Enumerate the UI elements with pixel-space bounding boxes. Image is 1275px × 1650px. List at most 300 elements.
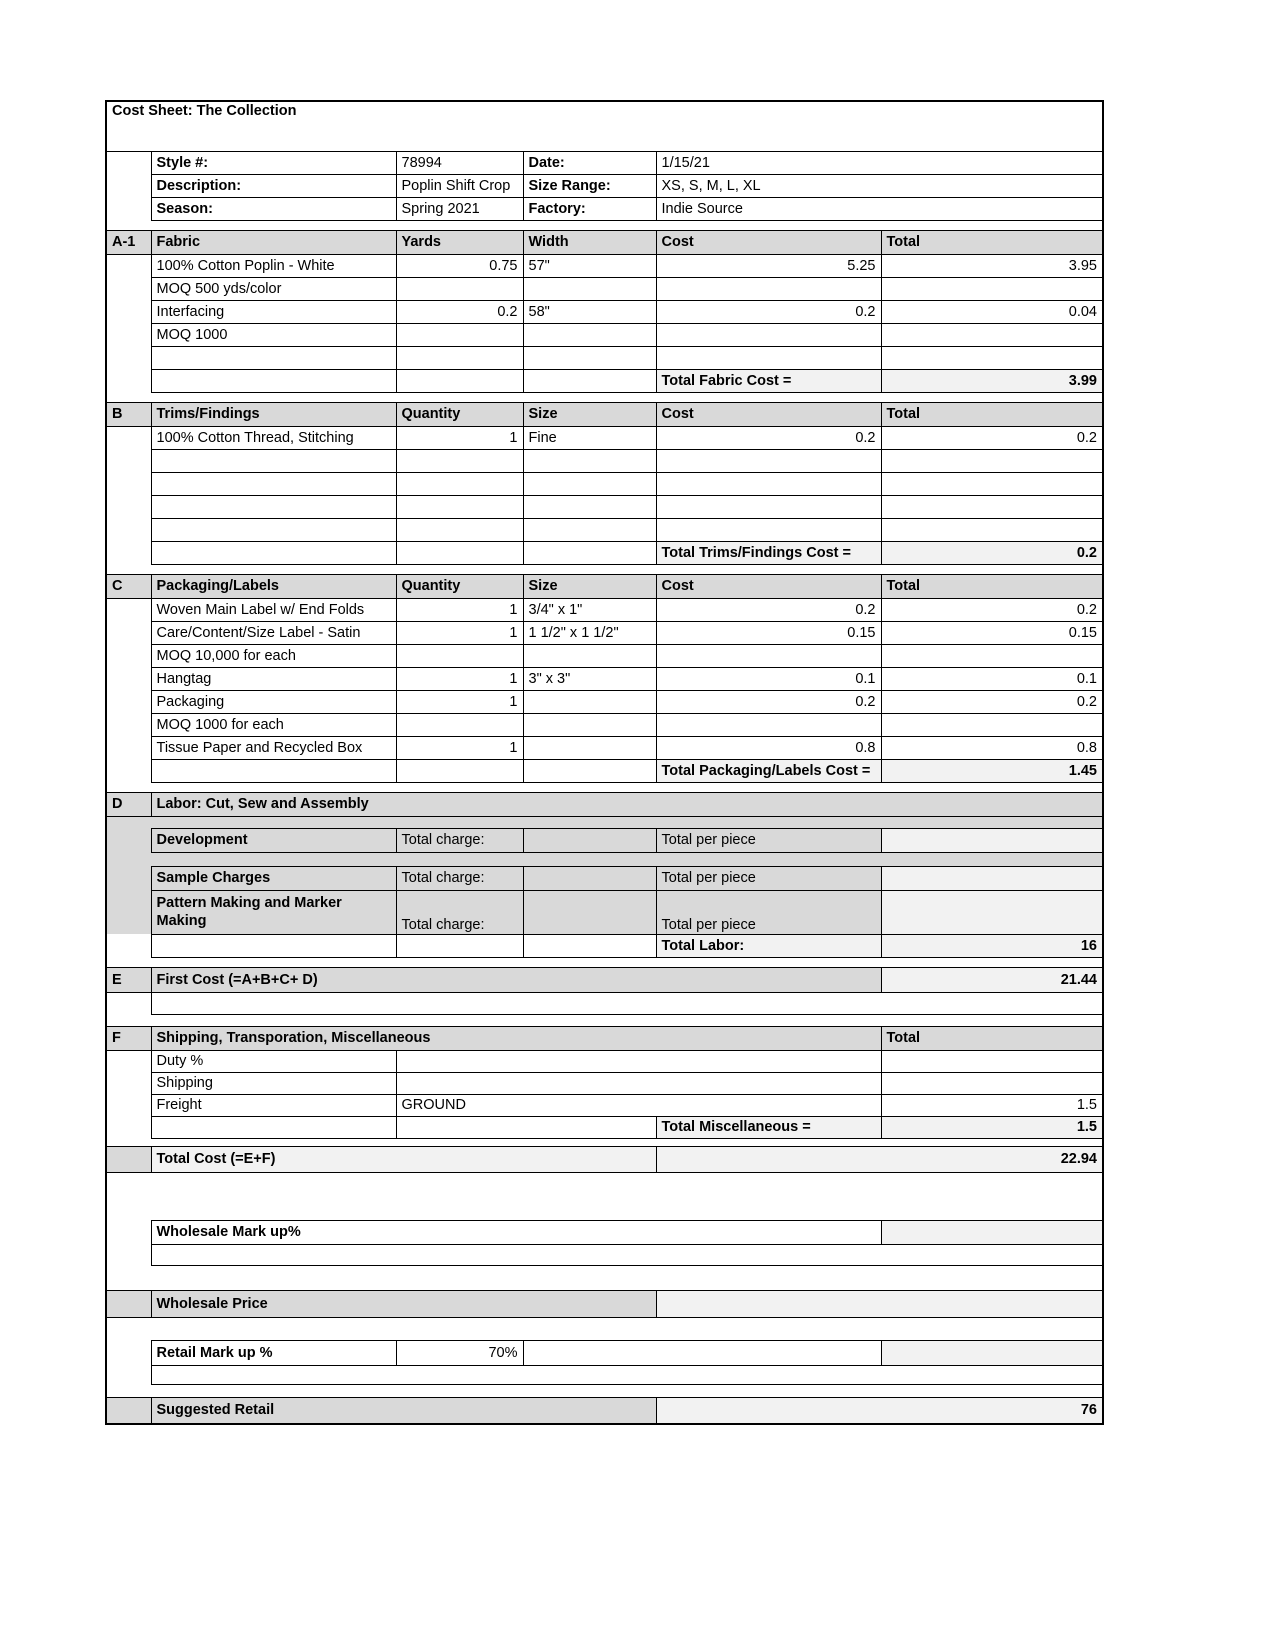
cell bbox=[656, 449, 881, 472]
cell bbox=[523, 934, 656, 957]
total-labor-label: Total Labor: bbox=[656, 934, 881, 957]
col-header-width: Width bbox=[523, 230, 656, 254]
cell bbox=[106, 449, 151, 472]
cell bbox=[151, 495, 396, 518]
sheet-row bbox=[106, 621, 1103, 644]
pattern-per-piece-box bbox=[881, 890, 1103, 934]
sheet-row bbox=[106, 1317, 1103, 1340]
cell bbox=[523, 644, 656, 667]
development-label: Development bbox=[151, 828, 396, 852]
sheet-row bbox=[106, 574, 1103, 598]
section-a-title: Fabric bbox=[151, 230, 396, 254]
cell bbox=[523, 472, 656, 495]
cell: Total per piece bbox=[656, 828, 881, 852]
cell bbox=[106, 518, 151, 541]
cell bbox=[881, 713, 1103, 736]
cell bbox=[106, 1265, 1103, 1290]
sheet-row bbox=[106, 816, 1103, 828]
cell bbox=[396, 449, 523, 472]
cell bbox=[523, 890, 656, 934]
cell bbox=[151, 816, 1103, 828]
cell bbox=[151, 472, 396, 495]
cell bbox=[396, 346, 523, 369]
cell bbox=[396, 495, 523, 518]
cell bbox=[656, 472, 881, 495]
pattern-making-label: Pattern Making and Marker Making bbox=[151, 890, 396, 934]
total-trims-label: Total Trims/Findings Cost = bbox=[656, 541, 881, 564]
cell: Care/Content/Size Label - Satin bbox=[151, 621, 396, 644]
cell bbox=[881, 1050, 1103, 1072]
cell bbox=[396, 759, 523, 782]
cell bbox=[523, 277, 656, 300]
total-fabric-value: 3.99 bbox=[881, 369, 1103, 392]
cell bbox=[151, 449, 396, 472]
cell bbox=[523, 541, 656, 564]
cell bbox=[523, 713, 656, 736]
cell: Total charge: bbox=[396, 866, 523, 890]
cell bbox=[106, 1384, 1103, 1397]
cell bbox=[396, 472, 523, 495]
sheet-row bbox=[106, 1094, 1103, 1116]
sheet-row bbox=[106, 866, 1103, 890]
sheet-row bbox=[106, 426, 1103, 449]
sheet-row bbox=[106, 1290, 1103, 1317]
cell bbox=[106, 598, 151, 621]
cell: MOQ 1000 bbox=[151, 323, 396, 346]
cell bbox=[106, 1172, 1103, 1220]
sheet-row bbox=[106, 690, 1103, 713]
cell bbox=[106, 346, 151, 369]
cell bbox=[523, 495, 656, 518]
sheet-row bbox=[106, 1026, 1103, 1050]
sheet-row bbox=[106, 759, 1103, 782]
cell: 100% Cotton Thread, Stitching bbox=[151, 426, 396, 449]
cell bbox=[656, 713, 881, 736]
cell bbox=[106, 174, 151, 197]
freight-label: Freight bbox=[151, 1094, 396, 1116]
cell: Woven Main Label w/ End Folds bbox=[151, 598, 396, 621]
sheet-row bbox=[106, 890, 1103, 934]
shipping-label: Shipping bbox=[151, 1072, 396, 1094]
sheet-row bbox=[106, 1072, 1103, 1094]
cell: Cost bbox=[656, 574, 881, 598]
cell bbox=[106, 644, 151, 667]
wholesale-markup-label: Wholesale Mark up% bbox=[151, 1220, 881, 1244]
cell bbox=[106, 816, 151, 828]
cell bbox=[151, 992, 1103, 1014]
sheet-row bbox=[106, 1014, 1103, 1026]
cell: Total bbox=[881, 402, 1103, 426]
cell: MOQ 10,000 for each bbox=[151, 644, 396, 667]
sheet-row bbox=[106, 1146, 1103, 1172]
cell bbox=[106, 564, 1103, 574]
cell: 0.2 bbox=[656, 690, 881, 713]
cell bbox=[656, 277, 881, 300]
cell: 3.95 bbox=[881, 254, 1103, 277]
wholesale-markup-value-box bbox=[881, 1220, 1103, 1244]
cell bbox=[106, 220, 1103, 230]
sheet-row bbox=[106, 828, 1103, 852]
cell: 0.2 bbox=[656, 598, 881, 621]
cell bbox=[106, 1014, 1103, 1026]
cell: Total bbox=[881, 574, 1103, 598]
cell bbox=[656, 495, 881, 518]
description-value: Poplin Shift Crop bbox=[396, 174, 523, 197]
cell: Hangtag bbox=[151, 667, 396, 690]
cell bbox=[396, 277, 523, 300]
suggested-retail-value: 76 bbox=[656, 1397, 1103, 1424]
section-d-letter: D bbox=[106, 792, 151, 816]
cell bbox=[523, 690, 656, 713]
cell bbox=[151, 1365, 1103, 1384]
sheet-row bbox=[106, 1340, 1103, 1365]
development-per-piece-box bbox=[881, 828, 1103, 852]
cell bbox=[106, 621, 151, 644]
cell bbox=[396, 518, 523, 541]
sheet-row bbox=[106, 992, 1103, 1014]
total-trims-value: 0.2 bbox=[881, 541, 1103, 564]
cell: Interfacing bbox=[151, 300, 396, 323]
cell: 100% Cotton Poplin - White bbox=[151, 254, 396, 277]
cell bbox=[523, 369, 656, 392]
cell: Total per piece bbox=[656, 890, 881, 934]
cell: 0.2 bbox=[396, 300, 523, 323]
cell bbox=[106, 1220, 151, 1244]
cell bbox=[151, 852, 1103, 866]
cell bbox=[106, 759, 151, 782]
cell bbox=[523, 828, 656, 852]
sheet-row bbox=[106, 1172, 1103, 1220]
sheet-row bbox=[106, 736, 1103, 759]
cell: 1 1/2" x 1 1/2" bbox=[523, 621, 656, 644]
section-c-title: Packaging/Labels bbox=[151, 574, 396, 598]
wholesale-price-value-box bbox=[656, 1290, 1103, 1317]
cell: 0.2 bbox=[881, 426, 1103, 449]
date-value: 1/15/21 bbox=[656, 151, 1103, 174]
section-b-title: Trims/Findings bbox=[151, 402, 396, 426]
section-b-letter: B bbox=[106, 402, 151, 426]
sheet-row bbox=[106, 449, 1103, 472]
factory-value: Indie Source bbox=[656, 197, 1103, 220]
cell bbox=[396, 541, 523, 564]
cell bbox=[396, 644, 523, 667]
wholesale-price-label: Wholesale Price bbox=[151, 1290, 656, 1317]
cell: 5.25 bbox=[656, 254, 881, 277]
cell: 1 bbox=[396, 621, 523, 644]
cell: Size bbox=[523, 574, 656, 598]
cell: Total per piece bbox=[656, 866, 881, 890]
cell bbox=[106, 323, 151, 346]
cell: 3" x 3" bbox=[523, 667, 656, 690]
cell bbox=[396, 1072, 881, 1094]
cell bbox=[881, 323, 1103, 346]
cell bbox=[881, 644, 1103, 667]
sheet-row bbox=[106, 277, 1103, 300]
col-header-total: Total bbox=[881, 230, 1103, 254]
sample-per-piece-box bbox=[881, 866, 1103, 890]
sheet-row bbox=[106, 852, 1103, 866]
sheet-row bbox=[106, 300, 1103, 323]
sheet-row bbox=[106, 713, 1103, 736]
cell bbox=[151, 934, 396, 957]
sheet-row bbox=[106, 934, 1103, 957]
cell bbox=[106, 392, 1103, 402]
size-range-value: XS, S, M, L, XL bbox=[656, 174, 1103, 197]
sheet-row bbox=[106, 518, 1103, 541]
cell bbox=[881, 518, 1103, 541]
cell bbox=[106, 866, 151, 890]
season-label: Season: bbox=[151, 197, 396, 220]
section-f-title: Shipping, Transporation, Miscellaneous bbox=[151, 1026, 881, 1050]
sheet-row bbox=[106, 197, 1103, 220]
cell bbox=[106, 1138, 1103, 1146]
sheet-row bbox=[106, 1397, 1103, 1424]
section-f-letter: F bbox=[106, 1026, 151, 1050]
cell bbox=[106, 667, 151, 690]
sheet-row bbox=[106, 402, 1103, 426]
cell bbox=[396, 713, 523, 736]
cell: 0.8 bbox=[656, 736, 881, 759]
style-label: Style #: bbox=[151, 151, 396, 174]
cell bbox=[106, 495, 151, 518]
cell bbox=[106, 151, 151, 174]
total-packaging-value: 1.45 bbox=[881, 759, 1103, 782]
cell: 0.15 bbox=[881, 621, 1103, 644]
col-header-cost: Cost bbox=[656, 230, 881, 254]
cell bbox=[106, 890, 151, 934]
sheet-row bbox=[106, 1384, 1103, 1397]
cell bbox=[523, 323, 656, 346]
cell bbox=[106, 426, 151, 449]
cell bbox=[523, 518, 656, 541]
sheet-row bbox=[106, 254, 1103, 277]
cell bbox=[106, 1365, 151, 1384]
sheet-row bbox=[106, 564, 1103, 574]
cost-sheet bbox=[105, 100, 1104, 1425]
first-cost-value: 21.44 bbox=[881, 967, 1103, 992]
sheet-row bbox=[106, 967, 1103, 992]
total-cost-label: Total Cost (=E+F) bbox=[151, 1146, 656, 1172]
retail-markup-box bbox=[881, 1340, 1103, 1365]
cell bbox=[106, 736, 151, 759]
sheet-row bbox=[106, 392, 1103, 402]
cell: Quantity bbox=[396, 402, 523, 426]
cell: 0.2 bbox=[656, 300, 881, 323]
retail-markup-label: Retail Mark up % bbox=[151, 1340, 396, 1365]
sheet-row bbox=[106, 346, 1103, 369]
cell bbox=[656, 644, 881, 667]
cell bbox=[106, 1317, 1103, 1340]
date-label: Date: bbox=[523, 151, 656, 174]
cell bbox=[106, 472, 151, 495]
cell bbox=[106, 957, 1103, 967]
cell: 0.04 bbox=[881, 300, 1103, 323]
style-number: 78994 bbox=[396, 151, 523, 174]
cell: 0.1 bbox=[881, 667, 1103, 690]
cell bbox=[523, 736, 656, 759]
cell: Fine bbox=[523, 426, 656, 449]
cell: Quantity bbox=[396, 574, 523, 598]
section-e-letter: E bbox=[106, 967, 151, 992]
cell bbox=[106, 1290, 151, 1317]
cell: 0.2 bbox=[881, 690, 1103, 713]
cell bbox=[523, 866, 656, 890]
description-label: Description: bbox=[151, 174, 396, 197]
cell bbox=[106, 1397, 151, 1424]
cell bbox=[106, 713, 151, 736]
cell: Tissue Paper and Recycled Box bbox=[151, 736, 396, 759]
sheet-row bbox=[106, 1365, 1103, 1384]
cell bbox=[106, 1050, 151, 1072]
cell: Packaging bbox=[151, 690, 396, 713]
cell: 58" bbox=[523, 300, 656, 323]
sheet-row bbox=[106, 541, 1103, 564]
sheet-row bbox=[106, 151, 1103, 174]
cell: 1 bbox=[396, 598, 523, 621]
cell bbox=[151, 1116, 396, 1138]
cell bbox=[151, 541, 396, 564]
cell: 1 bbox=[396, 667, 523, 690]
season-value: Spring 2021 bbox=[396, 197, 523, 220]
sheet-row bbox=[106, 472, 1103, 495]
section-d-title: Labor: Cut, Sew and Assembly bbox=[151, 792, 1103, 816]
total-labor-value: 16 bbox=[881, 934, 1103, 957]
total-packaging-label: Total Packaging/Labels Cost = bbox=[656, 759, 881, 782]
cell bbox=[106, 1244, 151, 1265]
cell bbox=[106, 934, 151, 957]
total-misc-value: 1.5 bbox=[881, 1116, 1103, 1138]
total-cost-value: 22.94 bbox=[656, 1146, 1103, 1172]
cell bbox=[396, 934, 523, 957]
cell bbox=[151, 346, 396, 369]
cell: 0.15 bbox=[656, 621, 881, 644]
cell bbox=[881, 495, 1103, 518]
cell bbox=[881, 449, 1103, 472]
section-a-letter: A-1 bbox=[106, 230, 151, 254]
cell: MOQ 500 yds/color bbox=[151, 277, 396, 300]
cell bbox=[106, 197, 151, 220]
cell bbox=[656, 323, 881, 346]
sheet-row bbox=[106, 174, 1103, 197]
sheet-row bbox=[106, 1138, 1103, 1146]
cell bbox=[881, 1072, 1103, 1094]
sheet-row bbox=[106, 495, 1103, 518]
sheet-row bbox=[106, 1050, 1103, 1072]
cell bbox=[656, 346, 881, 369]
cell bbox=[151, 518, 396, 541]
cell bbox=[106, 1072, 151, 1094]
cell bbox=[396, 323, 523, 346]
freight-value: 1.5 bbox=[881, 1094, 1103, 1116]
cell: Total bbox=[881, 1026, 1103, 1050]
cell bbox=[106, 992, 151, 1014]
cell bbox=[523, 1340, 881, 1365]
col-header-yards: Yards bbox=[396, 230, 523, 254]
cell: 0.75 bbox=[396, 254, 523, 277]
cell bbox=[106, 277, 151, 300]
cell bbox=[523, 346, 656, 369]
cell: 1 bbox=[396, 690, 523, 713]
sheet-row bbox=[106, 1244, 1103, 1265]
sheet-title: Cost Sheet: The Collection bbox=[106, 101, 1103, 151]
cell bbox=[396, 369, 523, 392]
duty-label: Duty % bbox=[151, 1050, 396, 1072]
cell: 3/4" x 1" bbox=[523, 598, 656, 621]
sheet-row bbox=[106, 1116, 1103, 1138]
cell: 0.2 bbox=[656, 426, 881, 449]
sheet-row bbox=[106, 101, 1103, 151]
cell bbox=[106, 1116, 151, 1138]
cell: 57" bbox=[523, 254, 656, 277]
cell bbox=[106, 852, 151, 866]
cell bbox=[151, 369, 396, 392]
cell bbox=[396, 1050, 881, 1072]
cell: MOQ 1000 for each bbox=[151, 713, 396, 736]
sheet-row bbox=[106, 782, 1103, 792]
retail-markup-value: 70% bbox=[396, 1340, 523, 1365]
suggested-retail-label: Suggested Retail bbox=[151, 1397, 656, 1424]
cell bbox=[106, 541, 151, 564]
cell bbox=[656, 518, 881, 541]
cell: Total charge: bbox=[396, 828, 523, 852]
first-cost-label: First Cost (=A+B+C+ D) bbox=[151, 967, 881, 992]
cell bbox=[106, 254, 151, 277]
cell bbox=[106, 1094, 151, 1116]
cell: Size bbox=[523, 402, 656, 426]
cell bbox=[106, 782, 1103, 792]
cell bbox=[106, 300, 151, 323]
cell bbox=[151, 759, 396, 782]
sheet-row bbox=[106, 644, 1103, 667]
cell: Total charge: bbox=[396, 890, 523, 934]
sheet-row bbox=[106, 230, 1103, 254]
cell: Cost bbox=[656, 402, 881, 426]
total-misc-label: Total Miscellaneous = bbox=[656, 1116, 881, 1138]
sheet-row bbox=[106, 220, 1103, 230]
cell: 0.1 bbox=[656, 667, 881, 690]
cell bbox=[881, 472, 1103, 495]
section-c-letter: C bbox=[106, 574, 151, 598]
sheet-row bbox=[106, 369, 1103, 392]
cell bbox=[106, 1146, 151, 1172]
sheet-row bbox=[106, 598, 1103, 621]
cell bbox=[151, 1244, 1103, 1265]
sample-charges-label: Sample Charges bbox=[151, 866, 396, 890]
freight-method: GROUND bbox=[396, 1094, 881, 1116]
cell: 0.8 bbox=[881, 736, 1103, 759]
cell bbox=[396, 1116, 656, 1138]
cell bbox=[523, 449, 656, 472]
sheet-row bbox=[106, 792, 1103, 816]
sheet-row bbox=[106, 1220, 1103, 1244]
cell: 1 bbox=[396, 426, 523, 449]
cell bbox=[106, 369, 151, 392]
cell bbox=[881, 277, 1103, 300]
cell bbox=[106, 1340, 151, 1365]
cell bbox=[881, 346, 1103, 369]
cost-sheet-body bbox=[106, 101, 1103, 1424]
sheet-row bbox=[106, 957, 1103, 967]
cell bbox=[106, 690, 151, 713]
cell: 1 bbox=[396, 736, 523, 759]
sheet-row bbox=[106, 1265, 1103, 1290]
total-fabric-label: Total Fabric Cost = bbox=[656, 369, 881, 392]
sheet-row bbox=[106, 667, 1103, 690]
cost-sheet-table bbox=[105, 100, 1104, 1425]
cell: 0.2 bbox=[881, 598, 1103, 621]
size-range-label: Size Range: bbox=[523, 174, 656, 197]
cell bbox=[106, 828, 151, 852]
